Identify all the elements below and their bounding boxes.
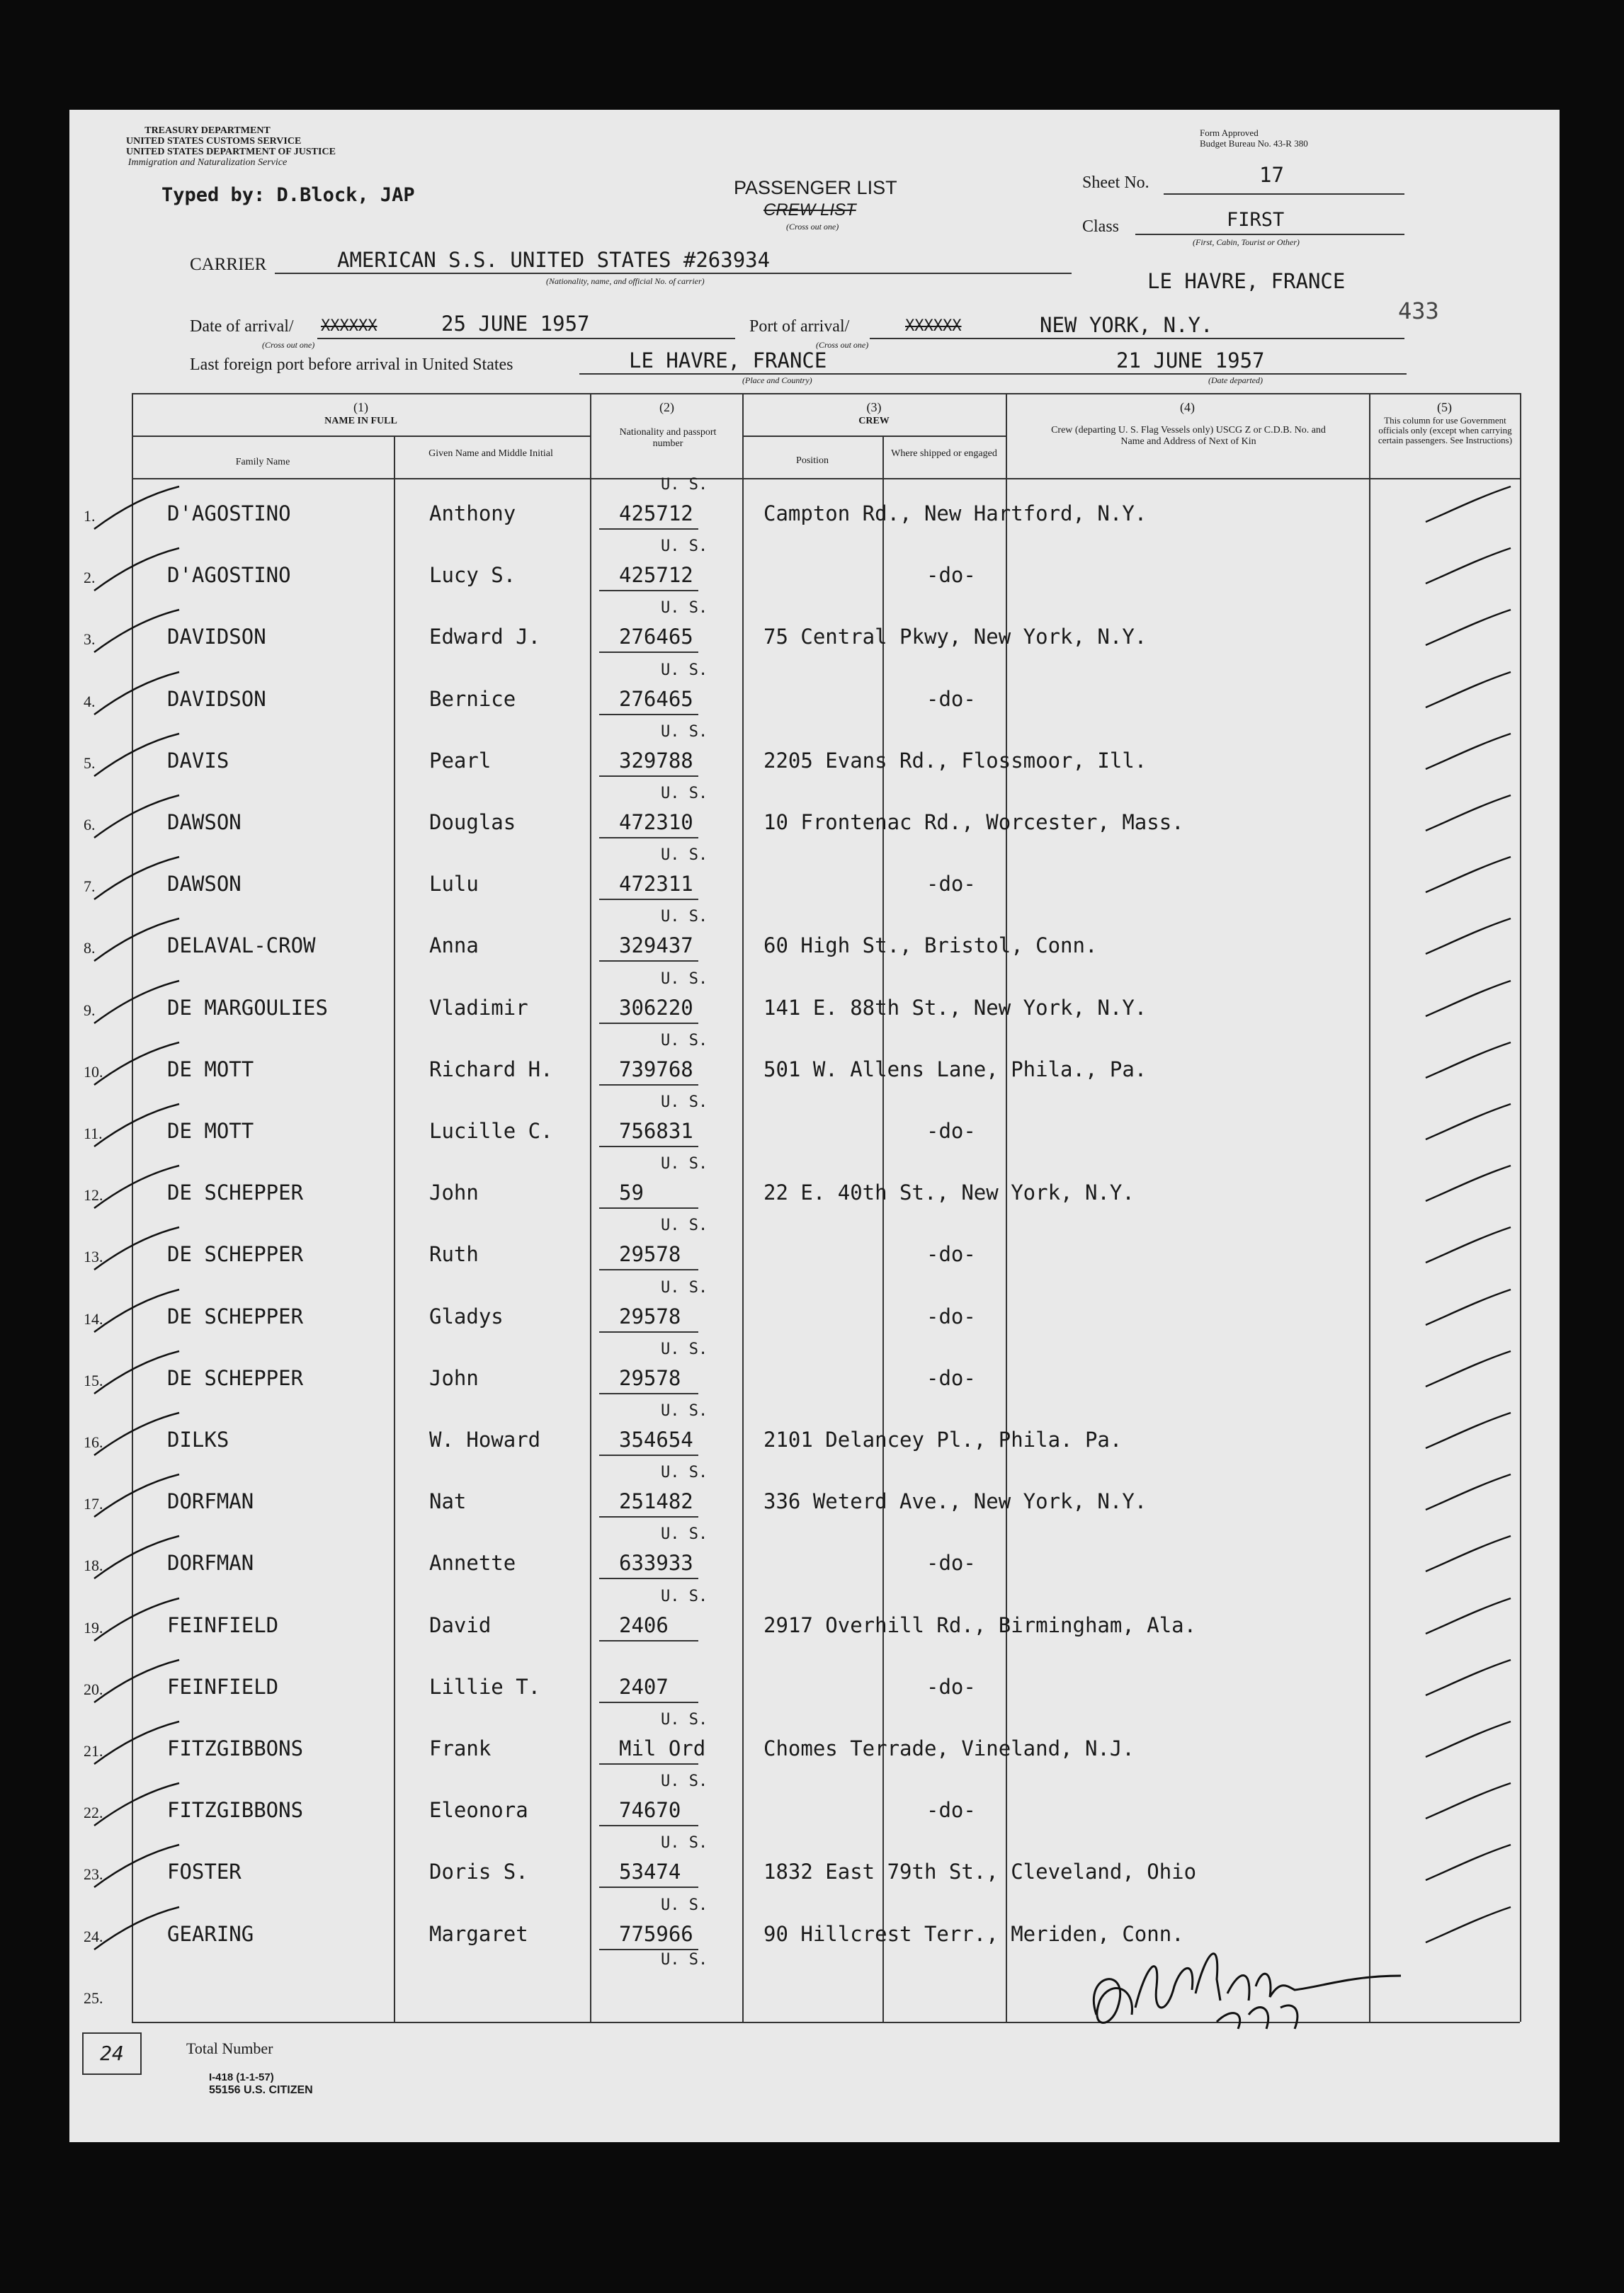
check-mark bbox=[87, 1348, 186, 1397]
passport-underline bbox=[599, 1578, 698, 1579]
given-name: Anna bbox=[429, 933, 479, 957]
check-mark bbox=[87, 545, 186, 594]
where-shipped-header: Where shipped or engaged bbox=[891, 448, 997, 459]
given-name: Lucy S. bbox=[429, 563, 516, 587]
given-name: Annette bbox=[429, 1551, 516, 1575]
family-name: DE SCHEPPER bbox=[167, 1242, 304, 1266]
row-number: 2. bbox=[84, 569, 96, 586]
passport-underline bbox=[599, 960, 698, 962]
port-arrival-value: NEW YORK, N.Y. bbox=[1040, 313, 1213, 337]
row-number: 18. bbox=[84, 1557, 103, 1574]
official-check-mark bbox=[1422, 1100, 1514, 1143]
given-name: Lillie T. bbox=[429, 1675, 541, 1699]
check-mark bbox=[87, 1162, 186, 1212]
check-mark bbox=[87, 1595, 186, 1644]
sheet-underline bbox=[1164, 193, 1404, 195]
row-number: 19. bbox=[84, 1619, 103, 1637]
family-name: FEINFIELD bbox=[167, 1675, 279, 1699]
check-mark bbox=[87, 977, 186, 1027]
passport-number: 472310 bbox=[619, 810, 693, 834]
passport-underline bbox=[599, 1640, 698, 1641]
address: -do- bbox=[926, 1119, 976, 1143]
passport-underline bbox=[599, 1949, 698, 1950]
subheader-rule bbox=[132, 436, 590, 437]
passport-underline bbox=[599, 1825, 698, 1826]
row-number: 3. bbox=[84, 630, 96, 648]
family-name: DORFMAN bbox=[167, 1489, 254, 1513]
cross-out-hint: (Cross out one) bbox=[786, 222, 839, 232]
nationality: U. S. bbox=[661, 1093, 708, 1111]
stamp-number: 433 bbox=[1398, 297, 1439, 324]
port-note: LE HAVRE, FRANCE bbox=[1147, 269, 1346, 293]
sheet-number: 17 bbox=[1259, 163, 1284, 187]
official-check-mark bbox=[1422, 1780, 1514, 1822]
official-check-mark bbox=[1422, 1904, 1514, 1946]
header-bottom-rule bbox=[132, 478, 1520, 479]
depart-underline bbox=[1038, 373, 1407, 375]
given-name: Gladys bbox=[429, 1304, 504, 1328]
address: -do- bbox=[926, 1798, 976, 1822]
passport-number: 425712 bbox=[619, 501, 693, 525]
agency-line: UNITED STATES DEPARTMENT OF JUSTICE bbox=[126, 147, 336, 157]
official-check-mark bbox=[1422, 668, 1514, 711]
address: 10 Frontenac Rd., Worcester, Mass. bbox=[763, 810, 1184, 834]
nationality: U. S. bbox=[661, 1525, 708, 1543]
address: 2101 Delancey Pl., Phila. Pa. bbox=[763, 1428, 1123, 1452]
family-name: DE SCHEPPER bbox=[167, 1180, 304, 1205]
passport-number: 29578 bbox=[619, 1304, 681, 1328]
given-name: Frank bbox=[429, 1736, 492, 1760]
nationality: U. S. bbox=[661, 1341, 708, 1358]
nationality: U. S. bbox=[661, 537, 708, 555]
row-number: 22. bbox=[84, 1804, 103, 1821]
passport-underline bbox=[599, 1084, 698, 1086]
check-mark bbox=[87, 483, 186, 533]
col-line bbox=[1369, 393, 1370, 2022]
check-mark bbox=[87, 1224, 186, 1273]
row-number: 13. bbox=[84, 1248, 103, 1265]
row-number: 14. bbox=[84, 1310, 103, 1328]
family-name: FEINFIELD bbox=[167, 1613, 279, 1637]
col4-number: (4) bbox=[1180, 400, 1195, 414]
official-check-mark bbox=[1422, 1471, 1514, 1513]
total-box bbox=[82, 2032, 142, 2075]
official-check-mark bbox=[1422, 1532, 1514, 1575]
given-name: John bbox=[429, 1180, 479, 1205]
official-check-mark bbox=[1422, 792, 1514, 834]
family-name: DE MOTT bbox=[167, 1057, 254, 1081]
given-name: Edward J. bbox=[429, 625, 541, 649]
address: 2917 Overhill Rd., Birmingham, Ala. bbox=[763, 1613, 1197, 1637]
family-name: DE MOTT bbox=[167, 1119, 254, 1143]
address: 22 E. 40th St., New York, N.Y. bbox=[763, 1180, 1135, 1205]
row-number: 17. bbox=[84, 1495, 103, 1513]
address: 90 Hillcrest Terr., Meriden, Conn. bbox=[763, 1922, 1184, 1946]
passport-underline bbox=[599, 899, 698, 900]
check-mark bbox=[87, 606, 186, 656]
passport-underline bbox=[599, 714, 698, 715]
nationality: U. S. bbox=[661, 723, 708, 741]
nationality: U. S. bbox=[661, 1896, 708, 1914]
table-top-rule bbox=[132, 393, 1520, 394]
nationality: U. S. bbox=[661, 599, 708, 617]
row-number: 6. bbox=[84, 816, 96, 833]
class-underline bbox=[1135, 234, 1404, 235]
given-name: John bbox=[429, 1366, 479, 1390]
nationality: U. S. bbox=[661, 785, 708, 802]
passport-underline bbox=[599, 590, 698, 591]
family-name: DAWSON bbox=[167, 872, 242, 896]
family-name: DORFMAN bbox=[167, 1551, 254, 1575]
passenger-list-form bbox=[69, 110, 1560, 2142]
check-mark bbox=[87, 1841, 186, 1891]
passport-number: 59 bbox=[619, 1180, 644, 1205]
nationality: U. S. bbox=[661, 1217, 708, 1234]
date-departed-hint: (Date departed) bbox=[1208, 375, 1263, 385]
row-number: 23. bbox=[84, 1865, 103, 1883]
family-name: DAVIS bbox=[167, 749, 229, 773]
check-mark bbox=[87, 1471, 186, 1520]
address: -do- bbox=[926, 872, 976, 896]
col4-title: Crew (departing U. S. Flag Vessels only) USCG Z or C.D.B. No. and Name and Address of Next of Kin bbox=[1051, 425, 1326, 447]
col2-number: (2) bbox=[659, 400, 674, 414]
col3-header bbox=[742, 400, 1006, 428]
family-name: DE MARGOULIES bbox=[167, 996, 328, 1020]
date-underline bbox=[317, 338, 735, 339]
given-name: Pearl bbox=[429, 749, 492, 773]
official-check-mark bbox=[1422, 483, 1514, 525]
row-number: 20. bbox=[84, 1680, 103, 1698]
nationality: U. S. bbox=[661, 970, 708, 988]
col3-number: (3) bbox=[866, 400, 882, 414]
form-approved-line: Form Approved bbox=[1200, 127, 1259, 138]
passport-underline bbox=[599, 1023, 698, 1024]
address: Campton Rd., New Hartford, N.Y. bbox=[763, 501, 1147, 525]
nationality: U. S. bbox=[661, 846, 708, 864]
col5-number: (5) bbox=[1437, 400, 1452, 414]
given-name: Margaret bbox=[429, 1922, 528, 1946]
address: 2205 Evans Rd., Flossmoor, Ill. bbox=[763, 749, 1147, 773]
passport-underline bbox=[599, 1763, 698, 1765]
class-hint: (First, Cabin, Tourist or Other) bbox=[1193, 237, 1300, 247]
nationality: U. S. bbox=[661, 1588, 708, 1605]
col5-title: This column for use Government officials only (except when carrying certain passengers. See Instructions) bbox=[1378, 415, 1513, 445]
check-mark bbox=[87, 792, 186, 841]
row-number: 11. bbox=[84, 1125, 103, 1142]
last-port-value: LE HAVRE, FRANCE bbox=[629, 348, 827, 372]
form-code: 55156 U.S. CITIZEN bbox=[209, 2084, 313, 2096]
passport-underline bbox=[599, 652, 698, 653]
nationality: U. S. bbox=[661, 908, 708, 926]
check-mark bbox=[87, 1532, 186, 1582]
official-check-mark bbox=[1422, 1286, 1514, 1328]
last-port-label: Last foreign port before arrival in United States bbox=[190, 355, 513, 374]
address: 75 Central Pkwy, New York, N.Y. bbox=[763, 625, 1147, 649]
row-number: 16. bbox=[84, 1433, 103, 1451]
family-name: DE SCHEPPER bbox=[167, 1366, 304, 1390]
passport-number: 29578 bbox=[619, 1242, 681, 1266]
given-name: Nat bbox=[429, 1489, 467, 1513]
total-count: 24 bbox=[100, 2042, 124, 2065]
row-number: 25. bbox=[84, 1989, 103, 2007]
passport-number: 2407 bbox=[619, 1675, 669, 1699]
nationality: U. S. bbox=[661, 1155, 708, 1173]
budget-bureau-line: Budget Bureau No. 43-R 380 bbox=[1200, 138, 1308, 149]
official-check-mark bbox=[1422, 853, 1514, 896]
address: -do- bbox=[926, 1304, 976, 1328]
check-mark bbox=[87, 1286, 186, 1336]
family-name: DILKS bbox=[167, 1428, 229, 1452]
check-mark bbox=[87, 915, 186, 965]
check-mark bbox=[87, 1904, 186, 1953]
passport-underline bbox=[599, 1269, 698, 1270]
nationality: U. S. bbox=[661, 1464, 708, 1481]
date-cross-hint: (Cross out one) bbox=[262, 340, 315, 350]
agency-block bbox=[126, 125, 336, 168]
address: 60 High St., Bristol, Conn. bbox=[763, 933, 1098, 957]
port-struck: XXXXXX bbox=[905, 317, 962, 335]
nationality: U. S. bbox=[661, 1279, 708, 1297]
col1-number: (1) bbox=[353, 400, 368, 414]
given-name: Lulu bbox=[429, 872, 479, 896]
passport-number: 2406 bbox=[619, 1613, 669, 1637]
passport-number: 276465 bbox=[619, 687, 693, 711]
port-underline bbox=[870, 338, 1404, 339]
form-approved bbox=[1200, 127, 1308, 149]
form-number: I-418 (1-1-57) bbox=[209, 2071, 274, 2083]
row-number: 5. bbox=[84, 754, 96, 772]
nationality: U. S. bbox=[661, 661, 708, 679]
row-number: 10. bbox=[84, 1063, 103, 1081]
address: 336 Weterd Ave., New York, N.Y. bbox=[763, 1489, 1147, 1513]
passport-underline bbox=[599, 1207, 698, 1209]
agency-line: TREASURY DEPARTMENT bbox=[144, 125, 271, 136]
passport-underline bbox=[599, 1393, 698, 1394]
row-number: 24. bbox=[84, 1928, 103, 1945]
row-number: 1. bbox=[84, 507, 96, 525]
agency-line: UNITED STATES CUSTOMS SERVICE bbox=[126, 136, 302, 147]
passport-underline bbox=[599, 1887, 698, 1888]
address: Chomes Terrade, Vineland, N.J. bbox=[763, 1736, 1135, 1760]
passport-number: 276465 bbox=[619, 625, 693, 649]
given-name: Eleonora bbox=[429, 1798, 528, 1822]
passport-number: 29578 bbox=[619, 1366, 681, 1390]
row-number: 8. bbox=[84, 939, 96, 957]
crew-list-struck: CREW LIST bbox=[763, 200, 856, 220]
subheader-rule bbox=[742, 436, 1006, 437]
given-name: W. Howard bbox=[429, 1428, 541, 1452]
form-title: PASSENGER LIST bbox=[734, 177, 897, 198]
given-name: Bernice bbox=[429, 687, 516, 711]
address: -do- bbox=[926, 1242, 976, 1266]
typed-by: Typed by: D.Block, JAP bbox=[161, 184, 415, 206]
total-label: Total Number bbox=[186, 2039, 273, 2057]
check-mark bbox=[87, 1718, 186, 1768]
class-value: FIRST bbox=[1227, 209, 1285, 231]
official-check-mark bbox=[1422, 1595, 1514, 1637]
row-number: 12. bbox=[84, 1186, 103, 1204]
family-name: D'AGOSTINO bbox=[167, 563, 291, 587]
col-line bbox=[590, 393, 591, 2022]
given-name: Doris S. bbox=[429, 1860, 528, 1884]
official-check-mark bbox=[1422, 1409, 1514, 1452]
check-mark bbox=[87, 1780, 186, 1829]
col1-header bbox=[132, 400, 590, 428]
family-name-header: Family Name bbox=[235, 457, 290, 467]
official-check-mark bbox=[1422, 606, 1514, 649]
passport-number: 775966 bbox=[619, 1922, 693, 1946]
date-arrival-value: 25 JUNE 1957 bbox=[441, 312, 590, 336]
family-name: GEARING bbox=[167, 1922, 254, 1946]
given-name: David bbox=[429, 1613, 492, 1637]
nationality: U. S. bbox=[661, 1711, 708, 1729]
family-name: FITZGIBBONS bbox=[167, 1736, 304, 1760]
official-check-mark bbox=[1422, 1718, 1514, 1760]
address: -do- bbox=[926, 687, 976, 711]
address: -do- bbox=[926, 563, 976, 587]
given-name: Lucille C. bbox=[429, 1119, 553, 1143]
nationality: U. S. bbox=[661, 1032, 708, 1049]
date-struck: XXXXXX bbox=[321, 317, 377, 335]
port-arrival-label: Port of arrival/ bbox=[749, 317, 850, 336]
passport-number: 329788 bbox=[619, 749, 693, 773]
check-mark bbox=[87, 1656, 186, 1706]
passport-number: 251482 bbox=[619, 1489, 693, 1513]
last-port-hint: (Place and Country) bbox=[742, 375, 812, 385]
col-line bbox=[882, 436, 884, 2022]
family-name: FITZGIBBONS bbox=[167, 1798, 304, 1822]
given-name: Anthony bbox=[429, 501, 516, 525]
passport-underline bbox=[599, 1516, 698, 1518]
col3-title: CREW bbox=[858, 416, 890, 426]
passport-underline bbox=[599, 1146, 698, 1147]
family-name: DAVIDSON bbox=[167, 687, 266, 711]
check-mark bbox=[87, 853, 186, 903]
given-name-header: Given Name and Middle Initial bbox=[428, 448, 553, 459]
trailing-nationality: U. S. bbox=[661, 1951, 708, 1969]
address: -do- bbox=[926, 1551, 976, 1575]
nationality: U. S. bbox=[661, 1773, 708, 1790]
col-line bbox=[1520, 393, 1521, 2022]
passport-number: 756831 bbox=[619, 1119, 693, 1143]
passport-number: 306220 bbox=[619, 996, 693, 1020]
passport-number: Mil Ord bbox=[619, 1736, 706, 1760]
passport-underline bbox=[599, 1455, 698, 1456]
address: 1832 East 79th St., Cleveland, Ohio bbox=[763, 1860, 1197, 1884]
check-mark bbox=[87, 668, 186, 718]
agency-line: Immigration and Naturalization Service bbox=[127, 157, 288, 168]
col1-title: NAME IN FULL bbox=[324, 416, 397, 426]
date-departed: 21 JUNE 1957 bbox=[1116, 348, 1265, 372]
passport-number: 472311 bbox=[619, 872, 693, 896]
given-name: Richard H. bbox=[429, 1057, 553, 1081]
passport-underline bbox=[599, 1702, 698, 1703]
passport-number: 354654 bbox=[619, 1428, 693, 1452]
nationality: U. S. bbox=[661, 1402, 708, 1420]
row-number: 7. bbox=[84, 877, 96, 895]
row-number: 9. bbox=[84, 1001, 96, 1019]
official-check-mark bbox=[1422, 1224, 1514, 1266]
official-check-mark bbox=[1422, 1039, 1514, 1081]
passport-number: 329437 bbox=[619, 933, 693, 957]
passport-number: 739768 bbox=[619, 1057, 693, 1081]
given-name: Ruth bbox=[429, 1242, 479, 1266]
check-mark bbox=[87, 1039, 186, 1088]
port-cross-hint: (Cross out one) bbox=[816, 340, 869, 350]
passport-number: 633933 bbox=[619, 1551, 693, 1575]
address: 141 E. 88th St., New York, N.Y. bbox=[763, 996, 1147, 1020]
official-check-mark bbox=[1422, 730, 1514, 773]
nationality: U. S. bbox=[661, 476, 708, 494]
row-number: 4. bbox=[84, 693, 96, 710]
nationality: U. S. bbox=[661, 1834, 708, 1852]
given-name: Douglas bbox=[429, 810, 516, 834]
address: -do- bbox=[926, 1675, 976, 1699]
family-name: DAVIDSON bbox=[167, 625, 266, 649]
row-number: 15. bbox=[84, 1372, 103, 1389]
check-mark bbox=[87, 1100, 186, 1150]
handwritten-signature bbox=[1068, 1923, 1422, 2043]
passport-underline bbox=[599, 775, 698, 777]
passport-underline bbox=[599, 837, 698, 838]
row-number: 21. bbox=[84, 1742, 103, 1760]
passport-number: 425712 bbox=[619, 563, 693, 587]
family-name: DE SCHEPPER bbox=[167, 1304, 304, 1328]
check-mark bbox=[87, 1409, 186, 1459]
passport-underline bbox=[599, 1331, 698, 1333]
official-check-mark bbox=[1422, 915, 1514, 957]
passport-underline bbox=[599, 528, 698, 530]
official-check-mark bbox=[1422, 977, 1514, 1020]
official-check-mark bbox=[1422, 1841, 1514, 1884]
official-check-mark bbox=[1422, 545, 1514, 587]
address: -do- bbox=[926, 1366, 976, 1390]
col-line bbox=[742, 393, 744, 2022]
last-port-underline bbox=[579, 373, 1047, 375]
date-arrival-label: Date of arrival/ bbox=[190, 317, 294, 336]
carrier-hint: (Nationality, name, and official No. of carrier) bbox=[546, 276, 705, 286]
class-label: Class bbox=[1082, 217, 1120, 236]
official-check-mark bbox=[1422, 1348, 1514, 1390]
given-name: Vladimir bbox=[429, 996, 528, 1020]
family-name: DELAVAL-CROW bbox=[167, 933, 316, 957]
passport-number: 53474 bbox=[619, 1860, 681, 1884]
carrier-value: AMERICAN S.S. UNITED STATES #263934 bbox=[337, 248, 771, 272]
check-mark bbox=[87, 730, 186, 780]
position-header: Position bbox=[796, 455, 829, 466]
carrier-label: CARRIER bbox=[190, 255, 267, 274]
sheet-label: Sheet No. bbox=[1082, 173, 1149, 192]
family-name: DAWSON bbox=[167, 810, 242, 834]
official-check-mark bbox=[1422, 1162, 1514, 1205]
col2-title: Nationality and passport number bbox=[619, 427, 717, 449]
carrier-underline bbox=[275, 273, 1072, 274]
col-line bbox=[394, 436, 395, 2022]
family-name: FOSTER bbox=[167, 1860, 242, 1884]
official-check-mark bbox=[1422, 1656, 1514, 1699]
family-name: D'AGOSTINO bbox=[167, 501, 291, 525]
passport-number: 74670 bbox=[619, 1798, 681, 1822]
address: 501 W. Allens Lane, Phila., Pa. bbox=[763, 1057, 1147, 1081]
